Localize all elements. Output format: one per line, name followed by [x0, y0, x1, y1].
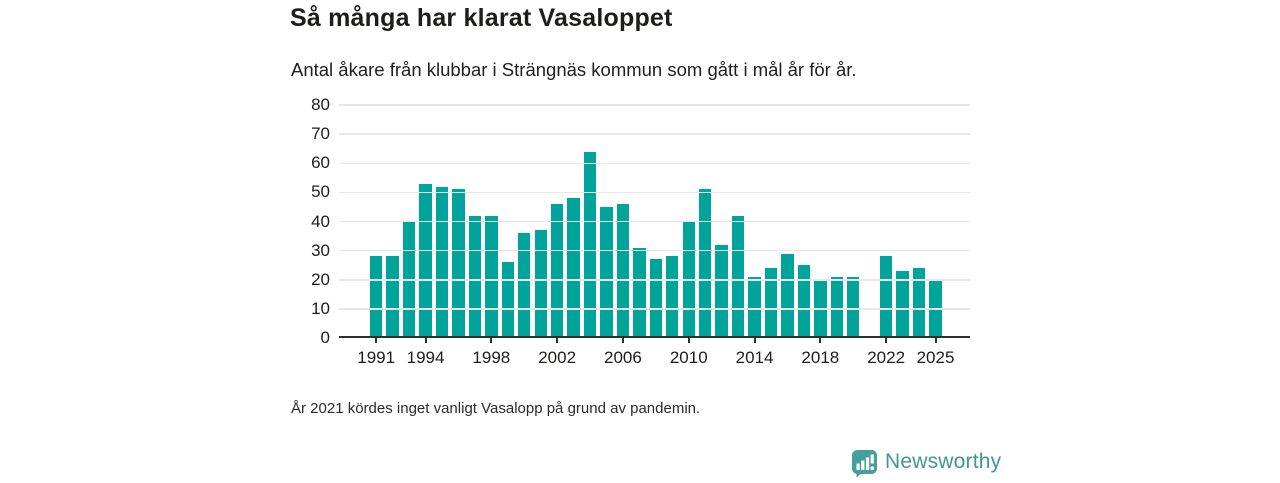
- x-axis-label-2025: 2025: [916, 348, 955, 367]
- y-axis-label-10: 10: [311, 298, 330, 318]
- bar-2012: [715, 245, 727, 338]
- bar-1998: [485, 216, 497, 338]
- bar-2002: [551, 204, 563, 338]
- x-axis-label-2018: 2018: [801, 348, 840, 367]
- bar-1991: [370, 256, 382, 338]
- bar-2004: [584, 152, 596, 338]
- newsworthy-logo: [851, 449, 1001, 483]
- gridline-y70: [339, 133, 970, 135]
- gridline-y30: [339, 250, 970, 252]
- y-axis-label-0: 0: [320, 328, 330, 347]
- x-axis-label-2006: 2006: [604, 348, 642, 367]
- bar-2006: [617, 204, 629, 338]
- chart-footnote: År 2021 kördes inget vanligt Vasalopp på grund av pandemin.: [291, 400, 701, 417]
- gridline-y60: [339, 163, 970, 165]
- bar-1992: [386, 256, 398, 338]
- x-axis-tick-1994: [425, 338, 427, 343]
- bar-2003: [567, 198, 579, 338]
- y-axis-label-40: 40: [311, 211, 330, 231]
- gridline-y40: [339, 221, 970, 223]
- newsworthy-wordmark: Newsworthy: [885, 450, 1002, 473]
- bar-2005: [600, 207, 612, 338]
- x-axis-label-2014: 2014: [735, 348, 774, 367]
- bar-2009: [666, 256, 678, 338]
- bar-2023: [896, 271, 908, 338]
- bar-2008: [650, 259, 662, 338]
- gridline-y20: [339, 279, 970, 281]
- x-axis-tick-2022: [885, 338, 887, 343]
- x-axis-tick-2006: [622, 338, 624, 343]
- bar-1994: [419, 184, 431, 338]
- bar-1997: [469, 216, 481, 338]
- y-axis-label-70: 70: [311, 124, 330, 144]
- bar-2016: [781, 254, 793, 338]
- y-axis-label-50: 50: [311, 182, 330, 202]
- y-axis-label-80: 80: [311, 95, 330, 114]
- newsworthy-speech-bubble-chart-icon: [851, 449, 878, 483]
- bar-chart: [260, 95, 1000, 395]
- x-axis-label-1994: 1994: [406, 348, 445, 367]
- x-axis-label-2010: 2010: [669, 348, 708, 367]
- x-axis-tick-1991: [375, 338, 377, 343]
- x-axis-tick-2010: [688, 338, 690, 343]
- gridline-y10: [339, 308, 970, 310]
- bar-2007: [633, 248, 645, 338]
- x-axis-tick-2018: [819, 338, 821, 343]
- x-axis-tick-2002: [556, 338, 558, 343]
- bar-2013: [732, 216, 744, 338]
- bar-2000: [518, 233, 530, 338]
- y-axis-label-30: 30: [311, 240, 330, 260]
- chart-subtitle: Antal åkare från klubbar i Strängnäs kommun som gått i mål år för år.: [291, 59, 857, 80]
- bar-2017: [798, 265, 810, 338]
- y-axis-label-20: 20: [311, 269, 330, 289]
- bar-2022: [880, 256, 892, 338]
- x-axis-tick-1998: [490, 338, 492, 343]
- x-axis-label-2002: 2002: [538, 348, 577, 367]
- x-axis-label-1998: 1998: [472, 348, 511, 367]
- x-axis-label-1991: 1991: [357, 348, 396, 367]
- bar-2001: [535, 230, 547, 338]
- x-axis-tick-2025: [935, 338, 937, 343]
- x-axis-tick-2014: [754, 338, 756, 343]
- bar-1999: [502, 262, 514, 338]
- x-axis-line: [339, 336, 970, 338]
- bar-1996: [452, 189, 464, 338]
- plot-area: [339, 105, 970, 367]
- gridline-y50: [339, 192, 970, 194]
- bar-1995: [436, 187, 448, 338]
- y-axis-label-60: 60: [311, 153, 330, 173]
- bar-2011: [699, 189, 711, 338]
- gridline-y80: [339, 104, 970, 106]
- page-title: Så många har klarat Vasaloppet: [290, 4, 673, 32]
- x-axis-label-2022: 2022: [867, 348, 906, 367]
